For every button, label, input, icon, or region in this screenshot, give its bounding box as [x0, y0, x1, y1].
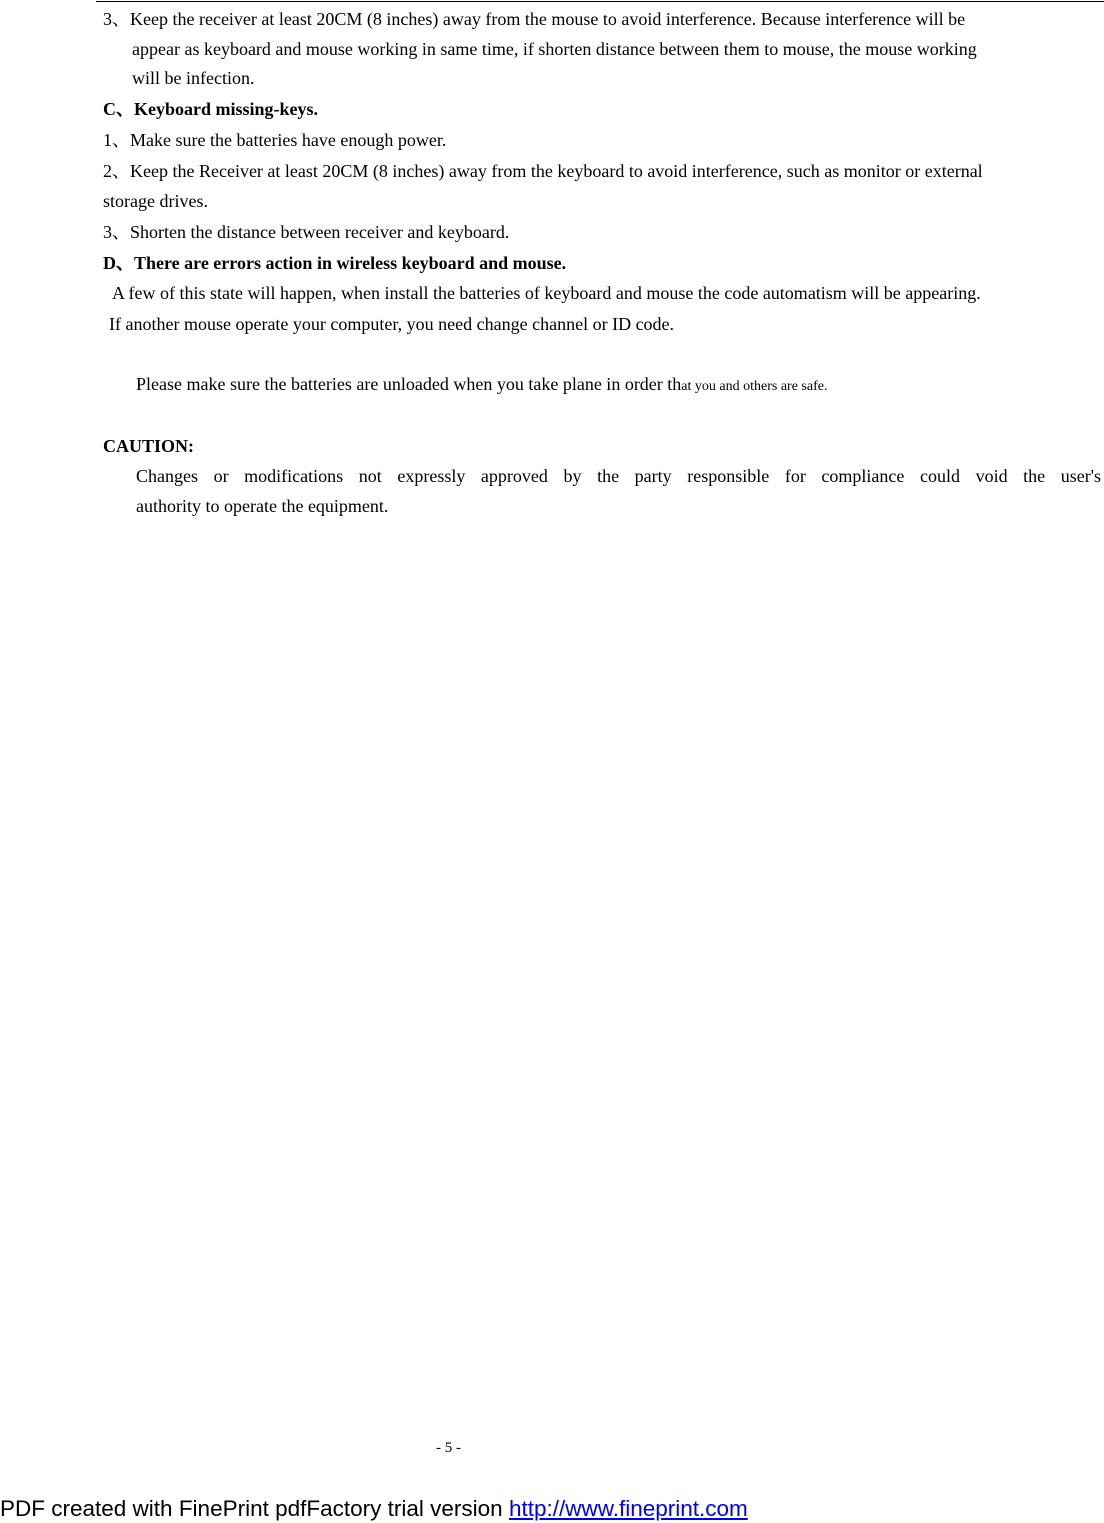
battery-note-part2: at you and others are safe.	[681, 379, 828, 394]
footer-text: PDF created with FinePrint pdfFactory trial version	[0, 1496, 509, 1521]
caution-line2: authority to operate the equipment.	[136, 496, 389, 516]
pdf-footer	[0, 1495, 748, 1523]
footer-link[interactable]: http://www.fineprint.com	[508, 1496, 748, 1521]
item-b3-line2: appear as keyboard and mouse working in same time, if shorten distance between them to mouse, the mouse working	[132, 39, 977, 59]
item-c2-line2: storage drives.	[103, 191, 208, 211]
section-d-para-line2: If another mouse operate your computer, you need change channel or ID code.	[109, 314, 675, 334]
item-c3: 3、Shorten the distance between receiver and keyboard.	[103, 222, 510, 242]
caution-line1: Changes or modifications not expressly approved by the party responsible for compliance could void the user's	[136, 466, 1101, 486]
item-c2-line1: 2、Keep the Receiver at least 20CM (8 inches) away from the keyboard to avoid interference, such as monitor or external	[103, 161, 983, 181]
battery-note-part1: Please make sure the batteries are unloaded when you take plane in order th	[136, 374, 682, 394]
section-c-heading: C、Keyboard missing-keys.	[103, 99, 319, 119]
item-b3-line1: 3、Keep the receiver at least 20CM (8 inches) away from the mouse to avoid interference. Because interference will be	[103, 9, 966, 29]
caution-heading: CAUTION:	[103, 436, 195, 456]
section-d-para-line1: A few of this state will happen, when install the batteries of keyboard and mouse the code automatism will be appearing.	[112, 283, 981, 303]
item-c1: 1、Make sure the batteries have enough power.	[103, 130, 447, 150]
item-b3-line3: will be infection.	[132, 68, 255, 88]
battery-note	[136, 373, 827, 398]
section-d-heading: D、There are errors action in wireless keyboard and mouse.	[103, 253, 567, 273]
top-rule	[96, 1, 1104, 2]
page-number: - 5 -	[436, 1440, 461, 1456]
